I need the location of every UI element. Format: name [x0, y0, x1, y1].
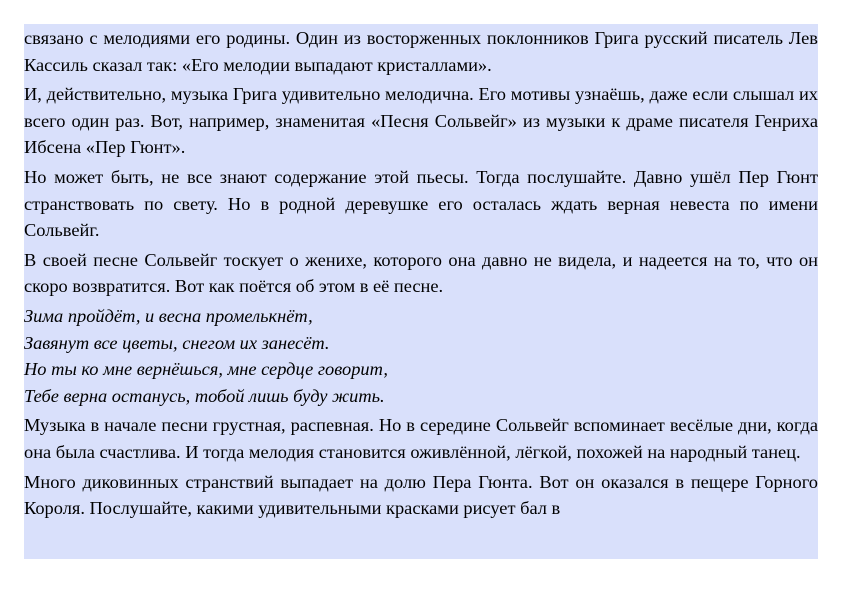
- poem-line-2: Завянут все цветы, снегом их занесёт.: [24, 332, 330, 353]
- poem-line-1: Зима пройдёт, и весна промелькнёт,: [24, 305, 313, 326]
- paragraph-1: связано с мелодиями его родины. Один из восторженных поклонников Грига русский писатель Лев Кассиль сказал так: «Его мелодии выпадают кристаллами».: [24, 28, 818, 75]
- paragraph-2: И, действительно, музыка Грига удивительно мелодична. Его мотивы узнаёшь, даже если слышал их всего один раз. Вот, например, знаменитая «Песня Сольвейг» из музыки к драме писателя Генриха Ибсена «Пер Гюнт».: [24, 84, 818, 158]
- poem-quote: [24, 303, 818, 409]
- text-block: [24, 24, 818, 559]
- poem-line-4: Тебе верна останусь, тобой лишь буду жить.: [24, 385, 385, 406]
- paragraph-3: Но может быть, не все знают содержание этой пьесы. Тогда послушайте. Давно ушёл Пер Гюнт странствовать по свету. Но в родной деревушке его осталась ждать верная невеста по имени Сольвейг.: [24, 166, 818, 241]
- paragraph-5: Музыка в начале песни грустная, распевная. Но в середине Сольвейг вспоминает весёлые дни, когда она была счастлива. И тогда мелодия становится оживлённой, лёгкой, похожей на народный танец.: [24, 415, 818, 462]
- paragraph-4: В своей песне Сольвейг тоскует о женихе, которого она давно не видела, и надеется на то, что он скоро возвратится. Вот как поётся об этом в её песне.: [24, 249, 818, 297]
- poem-line-3: Но ты ко мне вернёшься, мне сердце говорит,: [24, 359, 388, 380]
- paragraph-6: Много диковинных странствий выпадает на долю Пера Гюнта. Вот он оказался в пещере Горного Короля. Послушайте, какими удивительными красками рисует бал в: [24, 471, 818, 519]
